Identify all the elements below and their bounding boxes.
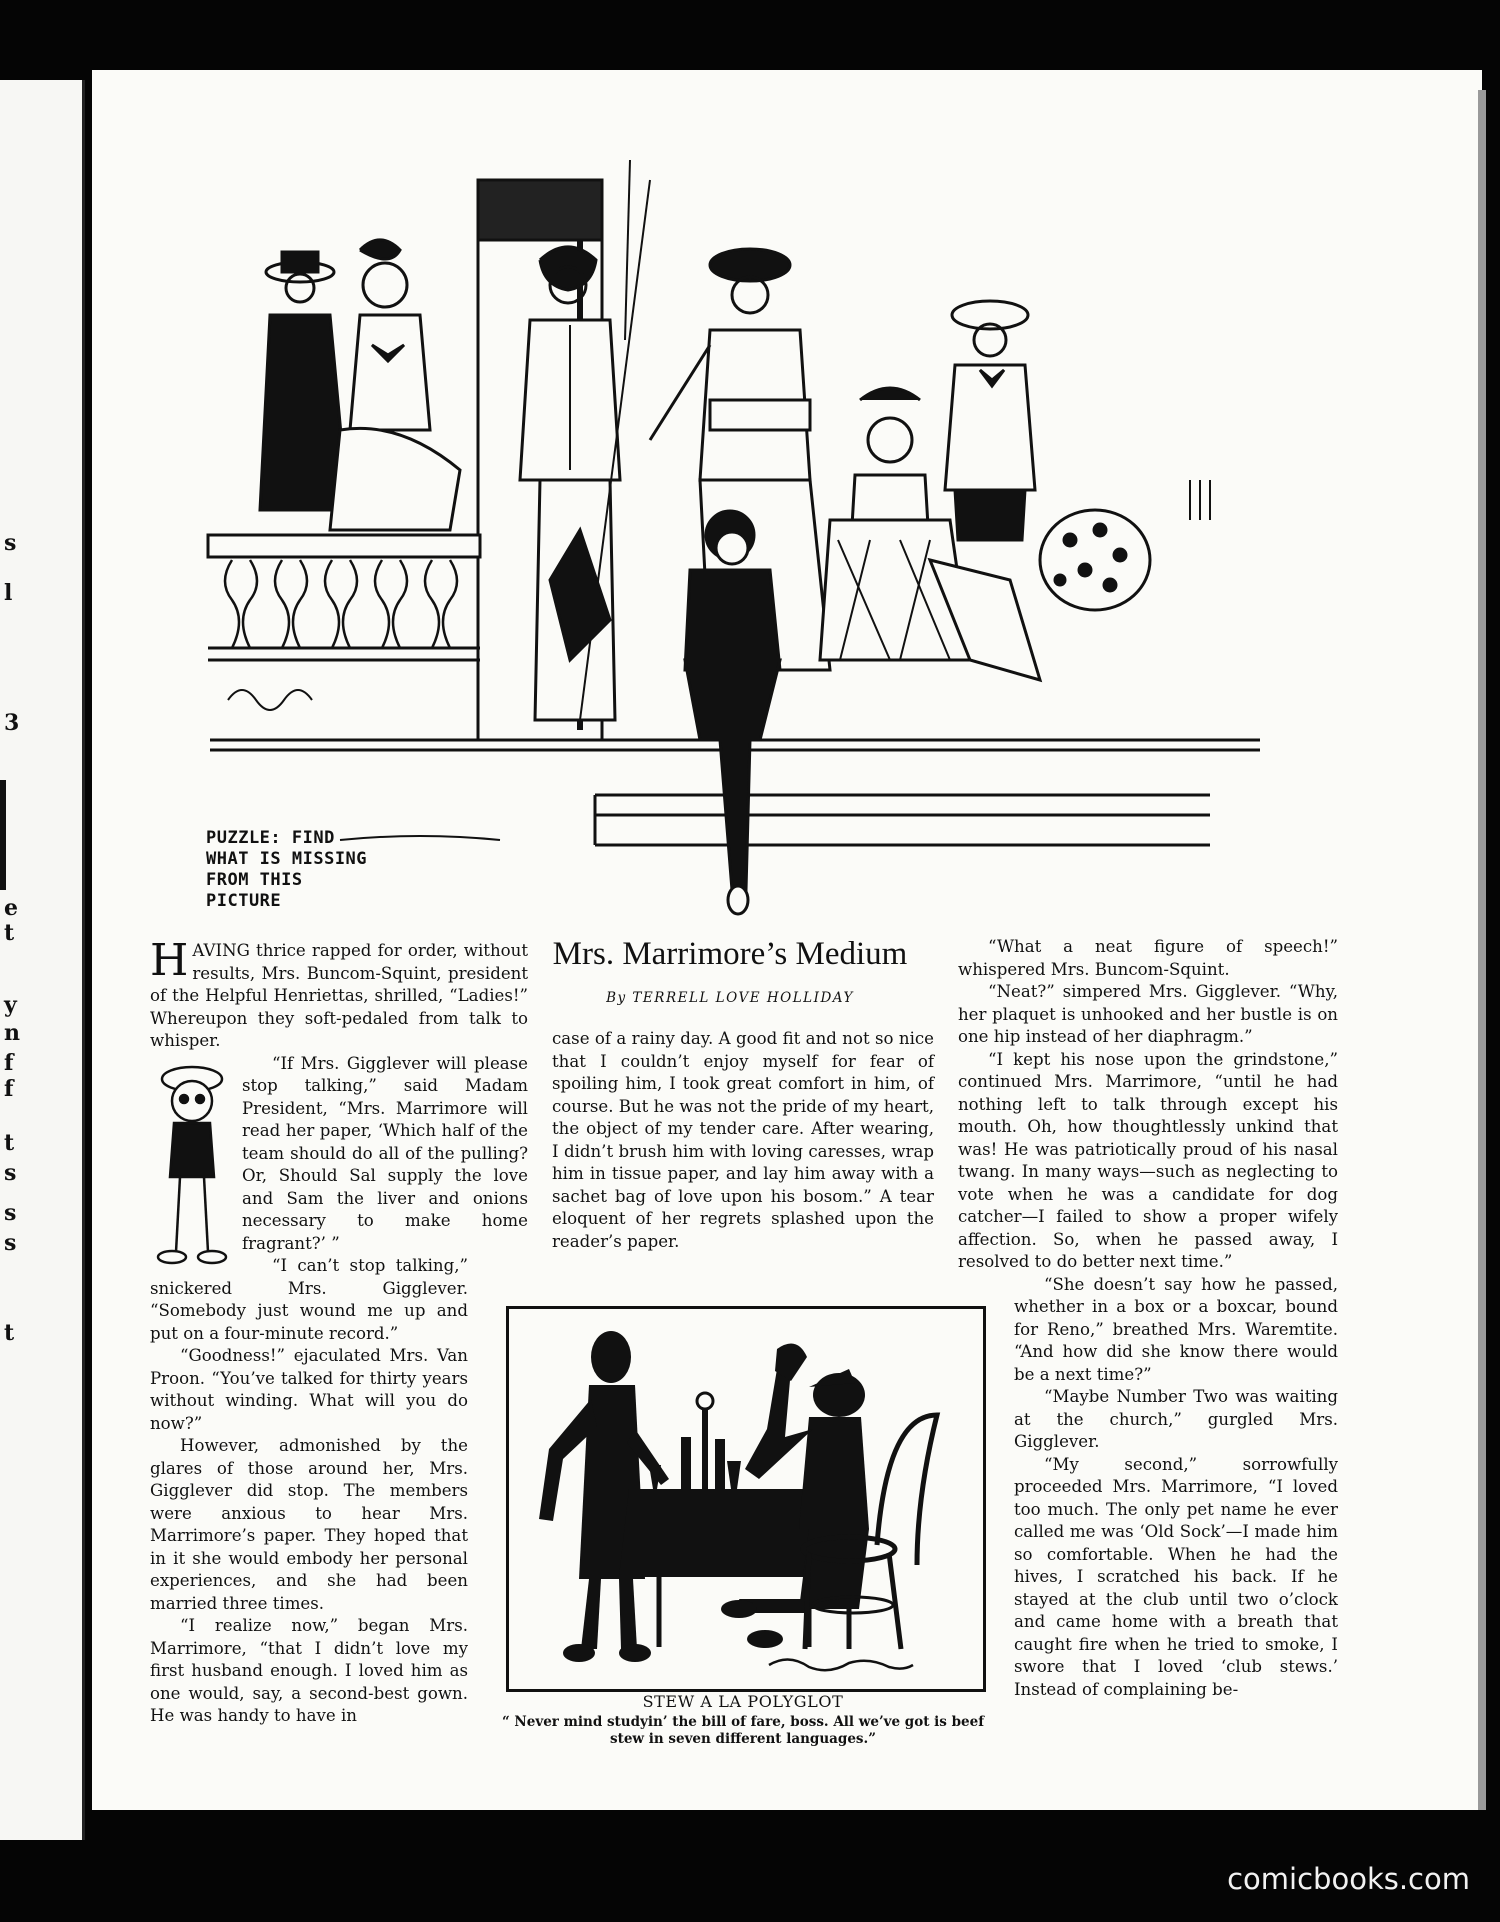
facing-page-fragment: f bbox=[4, 1076, 14, 1102]
article-column-2 bbox=[552, 1028, 934, 1253]
artist-signature bbox=[769, 1659, 913, 1670]
paragraph: However, admonished by the glares of those around her, Mrs. Gigglever did stop. The members were anxious to hear Mrs. Marrimore’s paper. They hoped that in it she would embody her personal experiences, and she had been married three times. bbox=[150, 1436, 468, 1613]
paragraph: “Neat?” simpered Mrs. Gigglever. “Why, her plaquet is unhooked and her bustle is on one hip instead of her diaphragm.” bbox=[958, 982, 1338, 1046]
paragraph: “I can’t stop talking,” snickered Mrs. Gigglever. “Somebody just wound me up and put on a four-minute record.” bbox=[150, 1256, 468, 1343]
facing-page-edge bbox=[0, 80, 85, 1840]
silhouette-cartoon bbox=[506, 1306, 986, 1692]
facing-page-fragment: y bbox=[4, 992, 17, 1018]
paragraph: “Maybe Number Two was waiting at the church,” gurgled Mrs. Gigglever. bbox=[1014, 1387, 1338, 1451]
cartoon-caption: “ Never mind studyin’ the bill of fare, boss. All we’ve got is beef stew in seven different languages.” bbox=[501, 1714, 985, 1747]
facing-page-fragment: f bbox=[4, 1050, 14, 1076]
paragraph: “I realize now,” began Mrs. Marrimore, “that I didn’t love my first husband enough. I loved him as one would, say, a second-best gown. He was handy to have in bbox=[150, 1616, 468, 1725]
article-column-3 bbox=[958, 936, 1338, 1701]
facing-page-fragment: e bbox=[4, 895, 18, 921]
opening-paragraph bbox=[150, 935, 528, 1053]
facing-page-fragment: n bbox=[4, 1020, 20, 1046]
veranda-illustration bbox=[110, 100, 1270, 930]
article-byline: By TERRELL LOVE HOLLIDAY bbox=[606, 990, 854, 1006]
facing-page-fragment: t bbox=[4, 1130, 15, 1156]
article-title: Mrs. Marrimore’s Medium bbox=[552, 936, 908, 972]
facing-page-fragment: s bbox=[4, 530, 17, 556]
facing-page-fragment: t bbox=[4, 920, 15, 946]
paragraph: “She doesn’t say how he passed, whether in a box or a boxcar, bound for Reno,” breathed Mrs. Waremtite. “And how did she know there would be a next time?” bbox=[1014, 1274, 1338, 1384]
opening-text: AVING thrice rapped for order, without results, Mrs. Buncom-Squint, president of the Helpful Henriettas, shrilled, “Ladies!” Whereupon they soft-pedaled from talk to whisper. bbox=[150, 941, 528, 1050]
paragraph: “Goodness!” ejaculated Mrs. Van Proon. “You’ve talked for thirty years without winding. What will you do now?” bbox=[150, 1346, 468, 1433]
site-watermark: comicbooks.com bbox=[1227, 1862, 1470, 1896]
facing-page-fragment: t bbox=[4, 1320, 15, 1346]
paragraph: “I kept his nose upon the grindstone,” continued Mrs. Marrimore, “until he had nothing left to talk through except his mouth. Oh, how thoughtlessly unkind that was! He was patriotically proud of his nasal twang. In many ways—such as neglecting to vote when he was a candidate for dog catcher—I failed to show a proper wifely affection. So, when he passed away, I resolved to do better next time.” bbox=[958, 1049, 1338, 1271]
paragraph: case of a rainy day. A good fit and not so nice that I couldn’t enjoy myself for fear of spoiling him, I took great comfort in him, of course. But he was not the pride of my heart, the object of my tender care. After wearing, I didn’t brush him with loving caresses, wrap him in tissue paper, and lay him away with a sachet bag of love upon his bosom.” A tear eloquent of her regrets splashed upon the reader’s paper. bbox=[552, 1029, 934, 1251]
facing-page-fragment: 3 bbox=[4, 710, 20, 736]
paragraph: “If Mrs. Gigglever will please stop talking,” said Madam President, “Mrs. Marrimore will read her paper, ‘Which half of the team should do all of the pulling? Or, Should Sal supply the love and Sam the liver and onions necessary to make home fragrant?’ ” bbox=[242, 1053, 528, 1253]
paragraph: “What a neat figure of speech!” whispered Mrs. Buncom-Squint. bbox=[958, 937, 1338, 979]
puzzle-caption: PUZZLE: FIND WHAT IS MISSING FROM THIS PICTURE bbox=[206, 828, 368, 911]
facing-page-fragment: l bbox=[4, 580, 13, 606]
paragraph: “My second,” sorrowfully proceeded Mrs. Marrimore, “I loved too much. The only pet name he ever called me was ‘Old Sock’—I made him so comfortable. When he had the hives, I scratched his back. If he stayed at the club until two o’clock and came home with a breath that caught fire when he tried to smoke, I swore that I loved ‘club stews.’ Instead of complaining be- bbox=[1014, 1454, 1338, 1699]
facing-page-fragment: s bbox=[4, 1160, 17, 1186]
little-man-illustration bbox=[148, 1057, 236, 1277]
article-column-1 bbox=[150, 935, 528, 1728]
facing-page-fragment: s bbox=[4, 1230, 17, 1256]
facing-page-fragment: s bbox=[4, 1200, 17, 1226]
cartoon-title: STEW A LA POLYGLOT bbox=[642, 1692, 844, 1711]
page-edge-shadow bbox=[1478, 90, 1486, 1810]
drop-cap: H bbox=[150, 935, 189, 986]
